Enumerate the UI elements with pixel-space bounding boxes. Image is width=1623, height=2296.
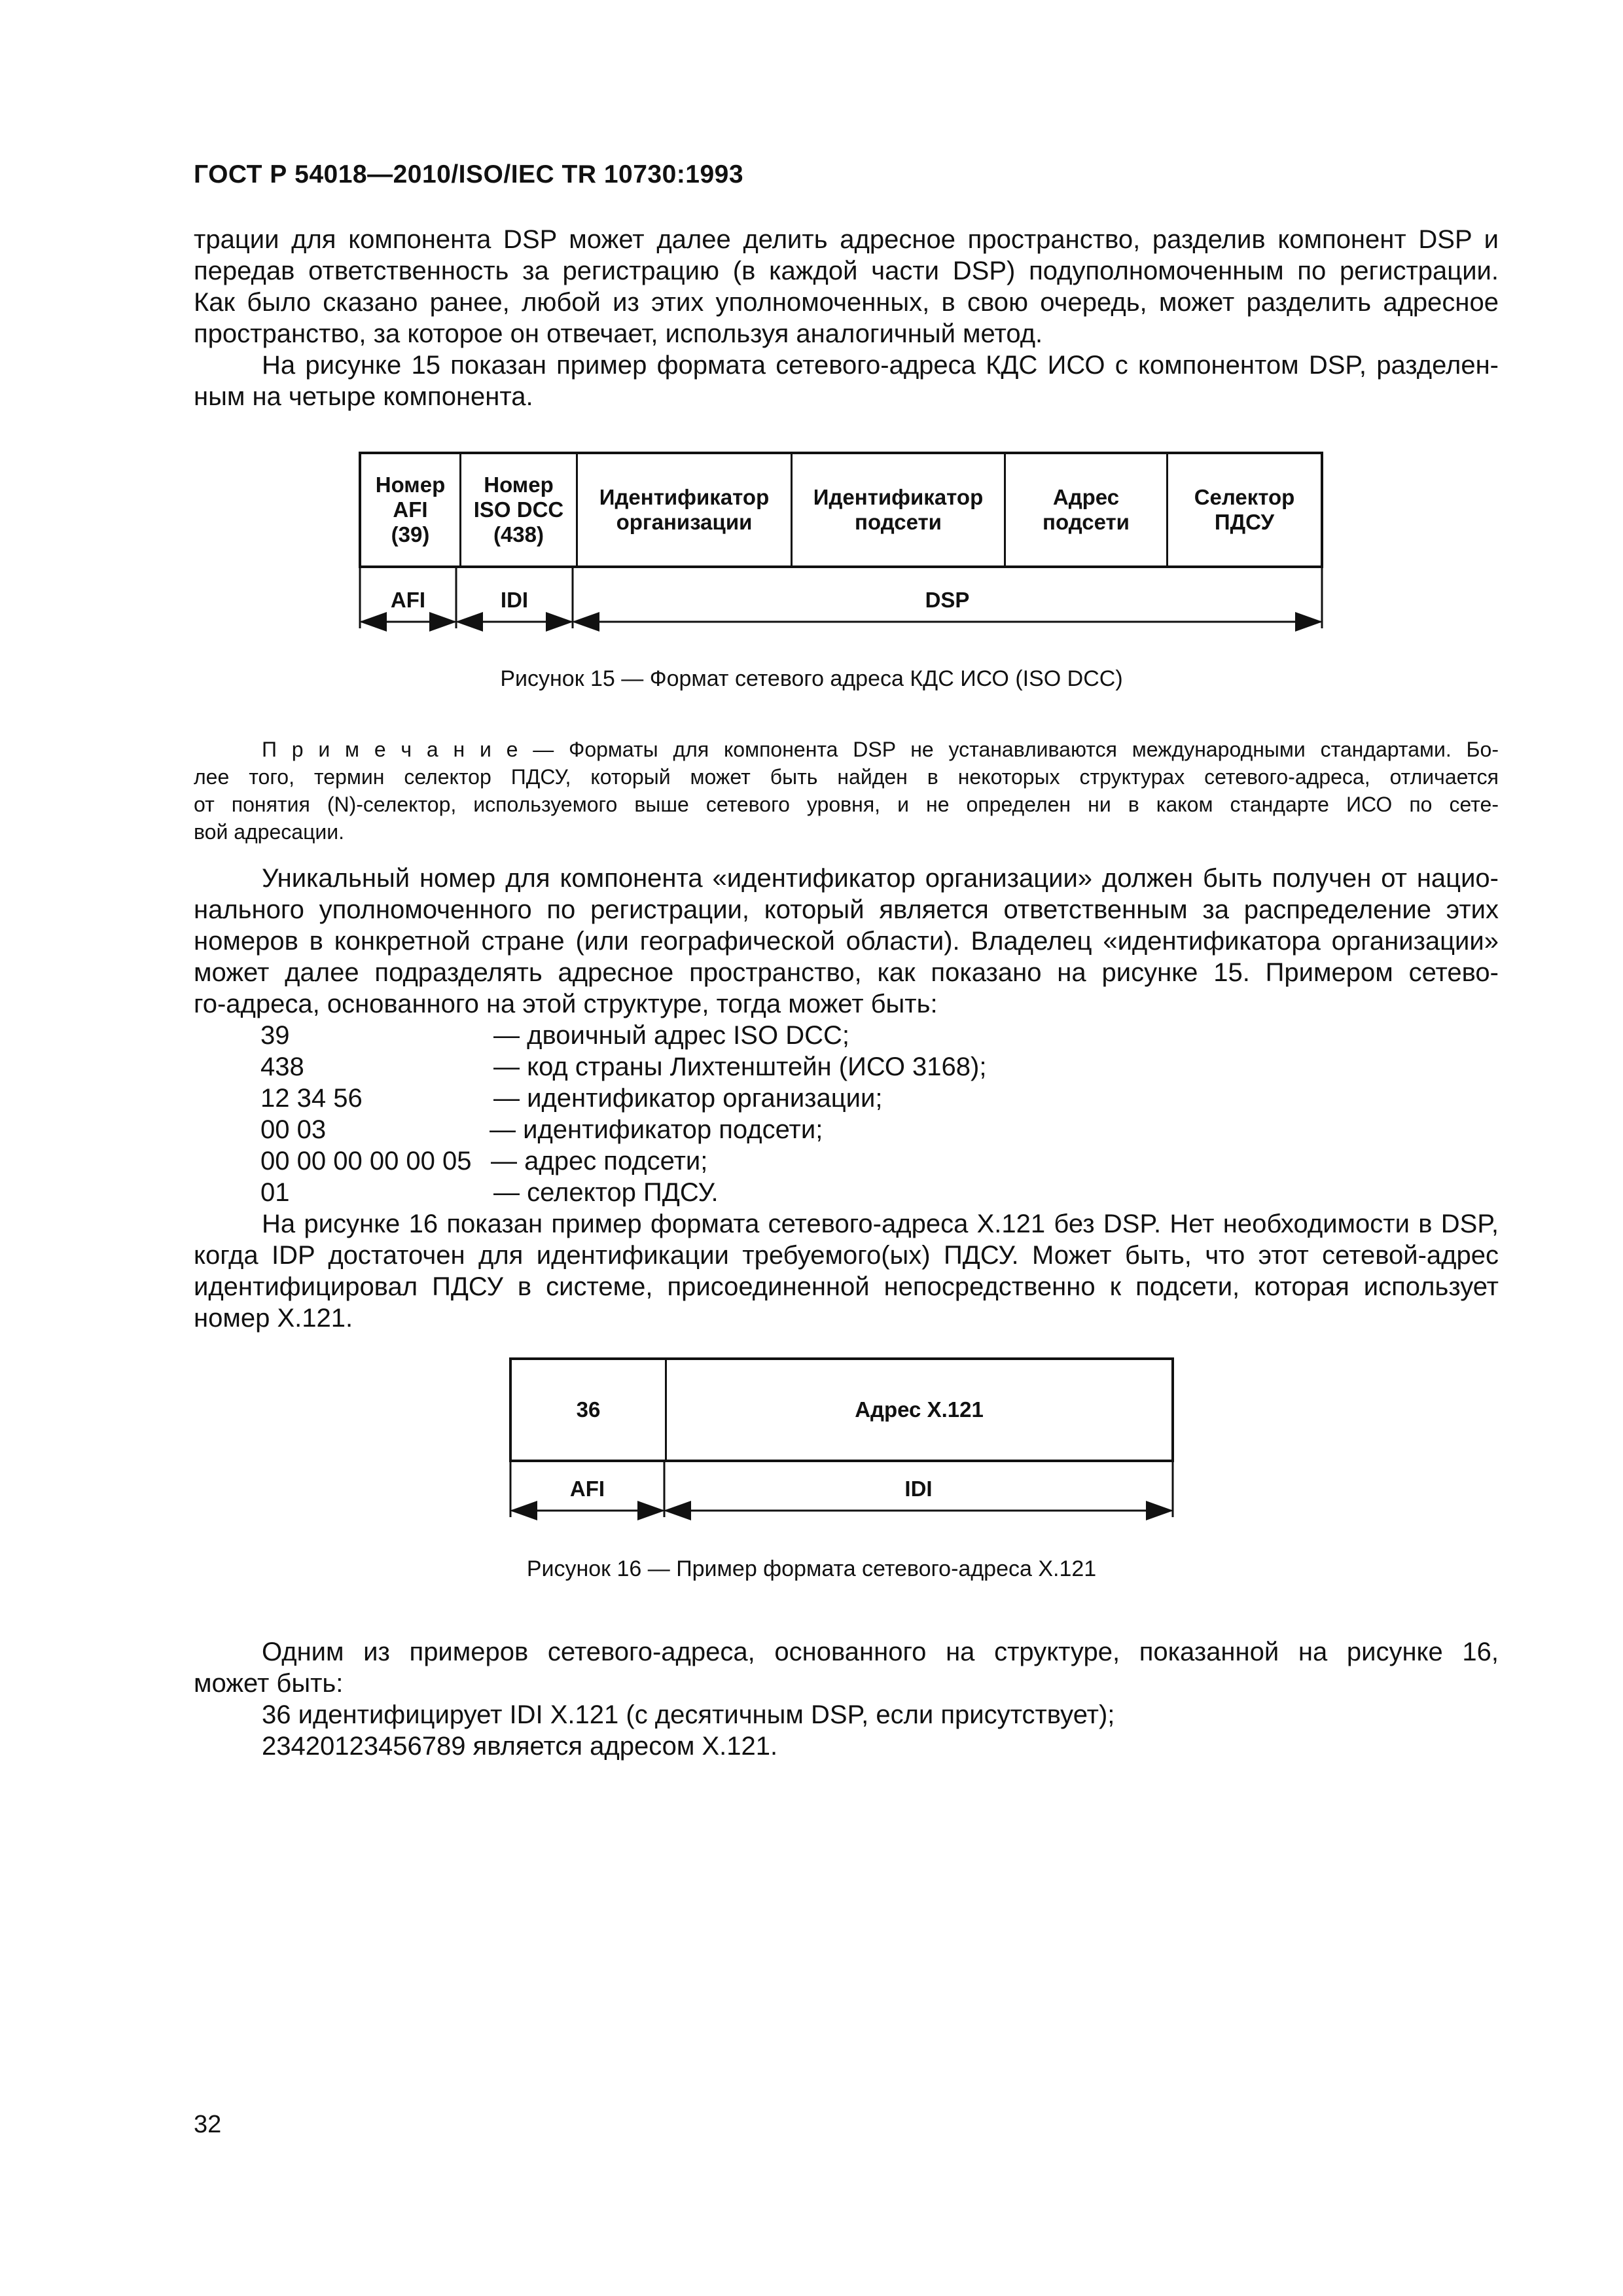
cell-iso-dcc-number: Номер ISO DCC (438) [459, 454, 576, 565]
cell-org-id: Идентификатор организации [576, 454, 791, 565]
list-item: 23420123456789 является адресом X.121. [262, 1732, 778, 1761]
fig16-intro-paragraph [194, 1208, 1499, 1334]
text-line: П р и м е ч а н и е — Форматы для компонента DSP не устанавливаются международными стандартами. Бо- [262, 738, 1499, 761]
note-label: П р и м е ч а н и е [262, 738, 518, 761]
text-line: номеров в конкретной стране (или географической области). Владелец «идентификатора организации» [194, 927, 1499, 956]
text-line: нального уполномоченного по регистрации, который является ответственным за распределение этих [194, 895, 1499, 924]
segment-label-afi: AFI [390, 588, 426, 612]
segment-label-dsp: DSP [925, 588, 970, 612]
cell-x121-address: Адрес X.121 [665, 1360, 1171, 1460]
text-line: ным на четыре компонента. [194, 382, 533, 411]
cell-afi-value: 36 [576, 1397, 601, 1422]
text-line: Одним из примеров сетевого-адреса, основанного на структуре, показанной на рисунке 16, [262, 1638, 1499, 1666]
text-line: когда IDP достаточен для идентификации требуемого(ых) ПДСУ. Может быть, что этот сетевой-адрес [194, 1241, 1499, 1270]
text-line: пространство, за которое он отвечает, используя аналогичный метод. [194, 319, 1043, 348]
note-paragraph [194, 736, 1499, 846]
figure-15-caption: Рисунок 15 — Формат сетевого адреса КДС ИСО (ISO DCC) [500, 666, 1123, 691]
closing-paragraph [194, 1636, 1499, 1762]
text-line: На рисунке 15 показан пример формата сетевого-адреса КДС ИСО с компонентом DSP, разделен- [262, 351, 1499, 380]
unique-number-paragraph [194, 863, 1499, 1020]
segment-label-afi-16: AFI [569, 1477, 605, 1501]
cell-nsap-selector: Селектор ПДСУ [1166, 454, 1321, 565]
segment-label-idi-16: IDI [904, 1477, 933, 1501]
text-line: Уникальный номер для компонента «идентификатор организации» должен быть получен от нацио- [262, 864, 1499, 893]
document-header: ГОСТ Р 54018—2010/ISO/IEC TR 10730:1993 [194, 160, 744, 188]
text-line: идентифицировал ПДСУ в системе, присоединенной непосредственно к подсети, которая использует [194, 1272, 1499, 1301]
text-line: может далее подразделять адресное пространство, как показано на рисунке 15. Примером сетево- [194, 958, 1499, 987]
text-line: передав ответственность за регистрацию (в каждой части DSP) подуполномоченным по регистрации. [194, 257, 1499, 285]
text-line: Как было сказано ранее, любой из этих уполномоченных, в свою очередь, может разделить адресное [194, 288, 1499, 317]
cell-subnet-address: Адрес подсети [1004, 454, 1166, 565]
text-line: трации для компонента DSP может далее делить адресное пространство, разделив компонент DSP и [194, 225, 1499, 254]
text-line: лее того, термин селектор ПДСУ, который может быть найден в некоторых структурах сетевого-адреса, отличается [194, 765, 1499, 789]
text-line: от понятия (N)-селектор, используемого выше сетевого уровня, и не определен ни в каком стандарте ИСО по сете- [194, 793, 1499, 816]
text-line: вой адресации. [194, 820, 345, 844]
text-line: го-адреса, основанного на этой структуре, тогда может быть: [194, 990, 938, 1018]
text-line: номер X.121. [194, 1304, 353, 1333]
segment-label-idi: IDI [500, 588, 529, 612]
text-line: На рисунке 16 показан пример формата сетевого-адреса X.121 без DSP. Нет необходимости в DSP, [262, 1210, 1499, 1238]
cell-afi-number: Номер AFI (39) [375, 473, 446, 547]
list-item: 36 идентифицирует IDI X.121 (с десятичным DSP, если присутствует); [262, 1700, 1115, 1729]
figure-16-caption: Рисунок 16 — Пример формата сетевого-адреса X.121 [526, 1556, 1097, 1581]
text-line: может быть: [194, 1669, 344, 1698]
cell-subnet-id: Идентификатор подсети [791, 454, 1004, 565]
figure-16-table [509, 1357, 1174, 1462]
page-number: 32 [194, 2111, 222, 2138]
